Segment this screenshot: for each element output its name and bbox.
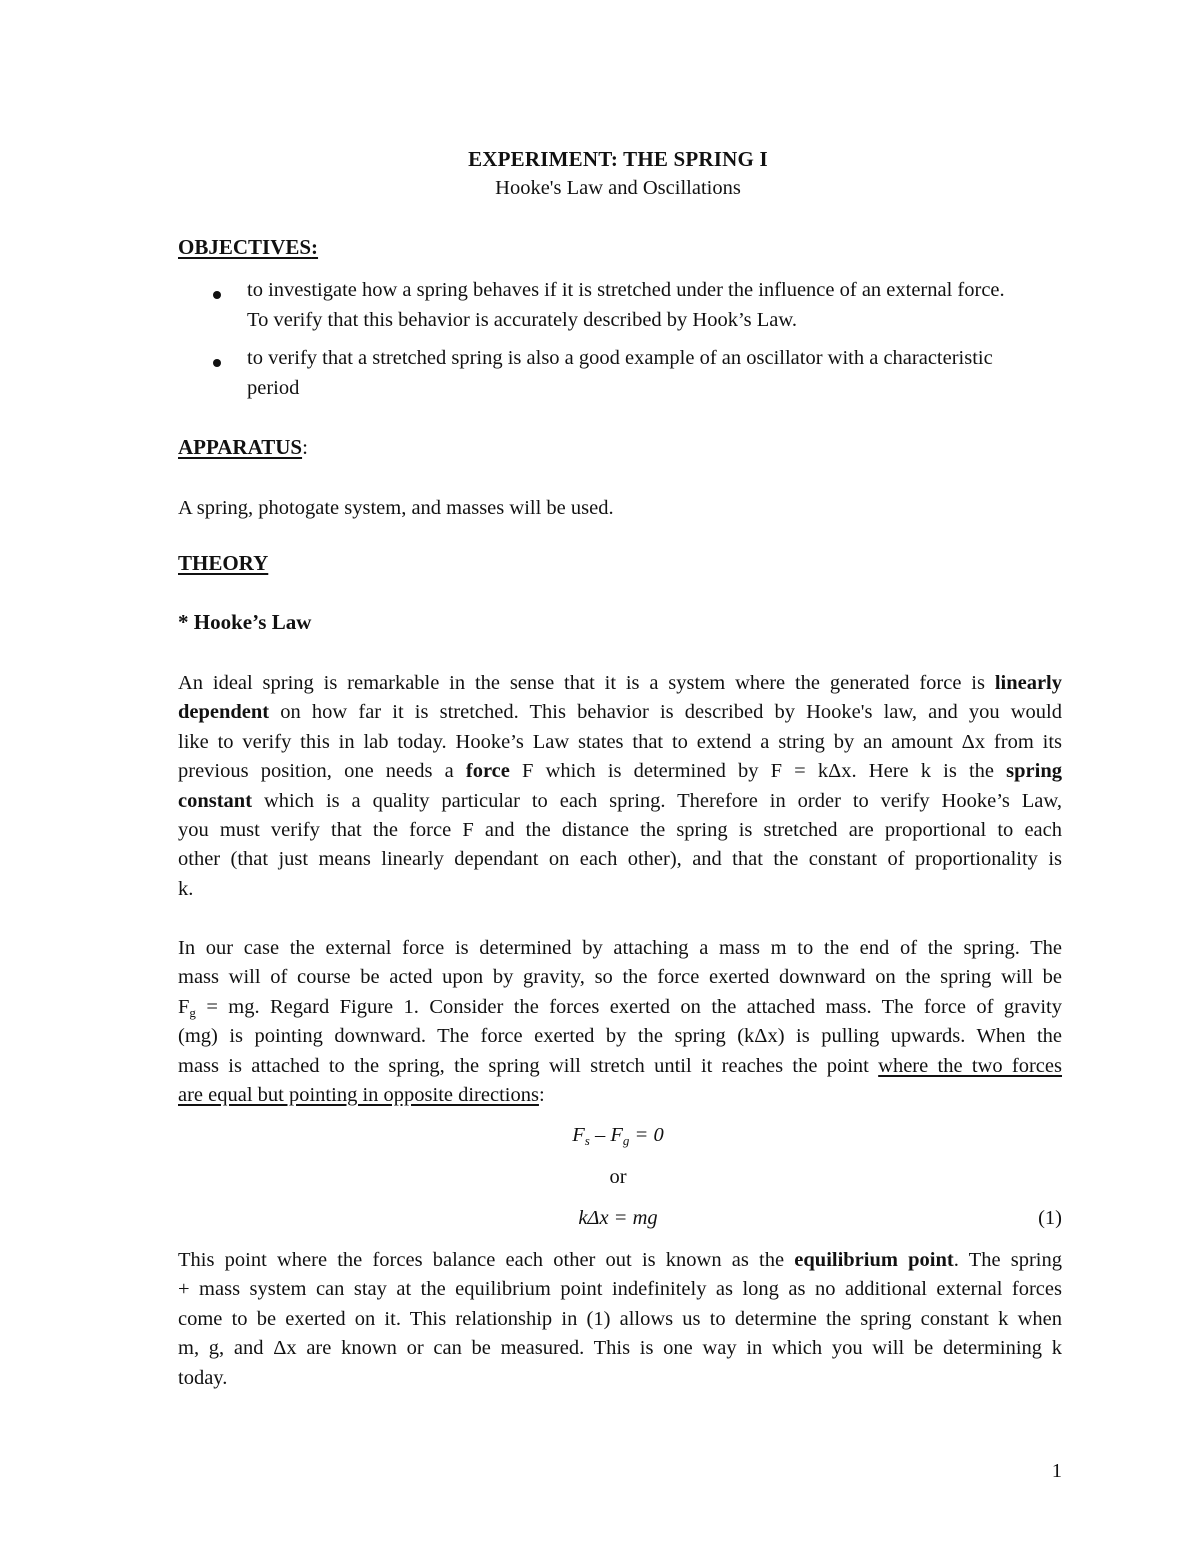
paragraph-line: k. xyxy=(178,877,194,900)
page-number: 1 xyxy=(1051,1460,1062,1482)
paragraph-line: come to be exerted on it. This relationship in (1) allows us to determine the spring constant k when xyxy=(178,1307,1062,1330)
paragraph-line: m, g, and Δx are known or can be measured. This is one way in which you will be determining k xyxy=(178,1337,1062,1360)
theory-heading: THEORY xyxy=(178,551,269,575)
paragraph-line: like to verify this in lab today. Hooke’s Law states that to extend a string by an amount Δx from its xyxy=(178,730,1062,753)
paragraph-line: $F_g$ = mg. Regard Figure 1. Consider the forces exerted on the attached mass. The force of gravity xyxy=(178,995,1062,1020)
paragraph-line: today. xyxy=(178,1366,228,1389)
paragraph-line: In our case the external force is determined by attaching a mass m to the end of the spring. The xyxy=(178,937,1062,959)
bullet-icon xyxy=(213,286,223,304)
paragraph-line: dependent on how far it is stretched. This behavior is described by Hooke's law, and you would xyxy=(178,701,1062,724)
paragraph-line: (mg) is pointing downward. The force exerted by the spring (kΔx) is pulling upwards. When the xyxy=(178,1025,1062,1048)
paragraph-line: you must verify that the force F and the distance the spring is stretched are proportional to each xyxy=(178,819,1062,842)
apparatus-heading: APPARATUS: xyxy=(178,435,308,459)
objectives-heading-text: OBJECTIVES: xyxy=(178,235,319,259)
equation-or-text: or xyxy=(609,1166,627,1188)
hookes-law-subheading: * Hooke’s Law xyxy=(178,610,312,634)
bullet-icon xyxy=(213,354,223,372)
objective-item-1-line-2: To verify that this behavior is accurately described by Hook’s Law. xyxy=(247,308,797,331)
paragraph-line: This point where the forces balance each other out is known as the equilibrium point. The spring xyxy=(178,1249,1062,1271)
paragraph-line: mass is attached to the spring, the spring will stretch until it reaches the point where the two forces xyxy=(178,1054,1062,1077)
paragraph-line: An ideal spring is remarkable in the sense that it is a system where the generated force is linearly xyxy=(178,672,1062,694)
objectives-heading xyxy=(178,235,318,260)
paragraph-line: constant which is a quality particular to each spring. Therefore in order to verify Hooke’s Law, xyxy=(178,789,1062,812)
equation-1: kΔx = mg xyxy=(578,1207,658,1229)
paragraph-line: are equal but pointing in opposite directions: xyxy=(178,1084,545,1107)
objective-item-2 xyxy=(247,344,1062,403)
objective-item-2-line-2: period xyxy=(247,376,300,399)
apparatus-text: A spring, photogate system, and masses will be used. xyxy=(178,497,614,519)
theory-paragraph-1 xyxy=(178,669,1062,904)
equation-force-balance: $F_s - F_g = 0$ xyxy=(572,1124,664,1148)
paragraph-line: + mass system can stay at the equilibrium point indefinitely as long as no additional external forces xyxy=(178,1278,1062,1301)
objective-item-1-line-1: to investigate how a spring behaves if it is stretched under the influence of an external force. xyxy=(247,279,1005,301)
theory-paragraph-3 xyxy=(178,1246,1062,1393)
theory-paragraph-2 xyxy=(178,934,1062,1110)
document-title: EXPERIMENT: THE SPRING I xyxy=(468,147,768,171)
paragraph-line: other (that just means linearly dependant on each other), and that the constant of proportionality is xyxy=(178,848,1062,871)
objective-item-2-line-1: to verify that a stretched spring is also a good example of an oscillator with a characteristic xyxy=(247,347,993,369)
paragraph-line: previous position, one needs a force F which is determined by F = kΔx. Here k is the spring xyxy=(178,760,1062,783)
objective-item-1 xyxy=(247,276,1062,335)
document-subtitle: Hooke's Law and Oscillations xyxy=(495,177,741,199)
paragraph-line: mass will of course be acted upon by gravity, so the force exerted downward on the spring will be xyxy=(178,966,1062,989)
equation-1-number: (1) xyxy=(1038,1207,1062,1229)
